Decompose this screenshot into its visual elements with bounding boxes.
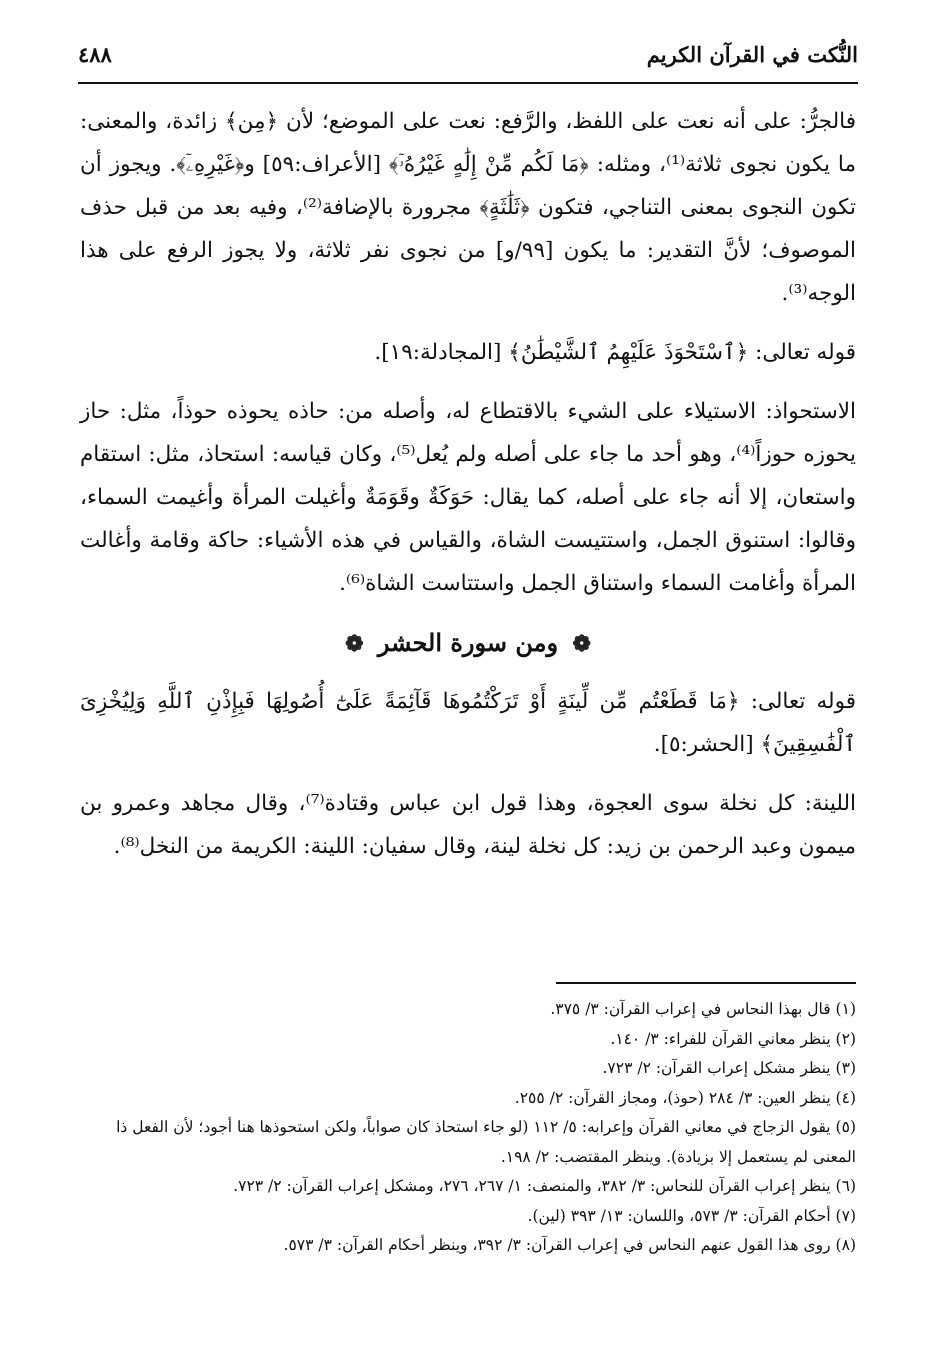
footnote-2: (٢) ينظر معاني القرآن للفراء: ٣/ ١٤٠. [610, 1029, 856, 1048]
footnote-8: (٨) روى هذا القول عنهم النحاس في إعراب القرآن: ٣/ ٣٩٢، وينظر أحكام القرآن: ٣/ ٥٧٣. [283, 1236, 856, 1254]
main-text [80, 100, 856, 884]
paragraph-5: اللينة: كل نخلة سوى العجوة، وهذا قول ابن عباس وقتادة⁽⁷⁾، وقال مجاهد وعمرو بن ميمون وعبد الرحمن بن زيد: كل نخلة لينة، وقال سفيان: اللينة: الكريمة من النخل⁽⁸⁾. [80, 791, 856, 859]
paragraph-2: قوله تعالى: ﴿ٱسْتَحْوَذَ عَلَيْهِمُ ٱلشَّيْطَٰنُ﴾ [المجادلة:١٩]. [374, 340, 856, 365]
footnote-rule [556, 982, 856, 984]
running-header [78, 38, 858, 78]
paragraph-3: الاستحواذ: الاستيلاء على الشيء بالاقتطاع له، وأصله من: حاذه يحوذه حوذاً، مثل: حاز يحوزه حوزاً⁽⁴⁾، وهو أحد ما جاء على أصله ولم يُعل⁽⁵⁾، وكان قياسه: استحاذ، مثل: استقام واستعان، إلا أنه جاء على أصله، كما يقال: حَوَكَةٌ وقَوَمَةٌ وأغيلت المرأة وأغيمت السماء، وقالوا: استنوق الجمل، واستتيست الشاة، والقياس في هذه الأشياء: حاكة وقامة وأغالت المرأة وأغامت السماء واستناق الجمل واستتاست الشاة⁽⁶⁾. [80, 399, 856, 596]
page-number: ٤٨٨ [78, 42, 112, 67]
footnotes [80, 995, 856, 1261]
footnote-5: (٥) يقول الزجاج في معاني القرآن وإعرابه: ٥/ ١١٢ (لو جاء استحاذ كان صواباً، ولكن استحوذها هنا أجود؛ لأن الفعل ذا المعنى لم يستعمل إلا بزيادة). وينظر المقتضب: ٢/ ١٩٨. [116, 1118, 856, 1166]
paragraph-4: قوله تعالى: ﴿مَا قَطَعْتُم مِّن لِّينَةٍ أَوْ تَرَكْتُمُوهَا قَآئِمَةً عَلَىٰٓ أُصُولِهَا فَبِإِذْنِ ٱللَّهِ وَلِيُخْزِىَ ٱلْفَٰسِقِينَ﴾ [الحشر:٥]. [80, 689, 856, 757]
header-rule [78, 82, 858, 84]
footnote-4: (٤) ينظر العين: ٣/ ٢٨٤ (حوذ)، ومجاز القرآن: ٢/ ٢٥٥. [514, 1088, 856, 1107]
paragraph-1: فالجرُّ: على أنه نعت على اللفظ، والرَّفع: نعت على الموضع؛ لأن ﴿مِن﴾ زائدة، والمعنى: ما يكون نجوى ثلاثة⁽¹⁾، ومثله: ﴿مَا لَكُم مِّنْ إِلَٰهٍ غَيْرُهُۥٓ﴾ [الأعراف:٥٩] و﴿غَيْرِهِۦٓ﴾. ويجوز أن تكون النجوى بمعنى التناجي، فتكون ﴿ثَلَٰثَةٍ﴾ مجرورة بالإضافة⁽²⁾، وفيه بعد من قبل حذف الموصوف؛ لأنَّ التقدير: ما يكون [٩٩/و] من نجوى نفر ثلاثة، ولا يجوز الرفع على هذا الوجه⁽³⁾. [80, 109, 857, 306]
footnote-6: (٦) ينظر إعراب القرآن للنحاس: ٣/ ٣٨٢، والمنصف: ١/ ٢٦٧، ٢٧٦، ومشكل إعراب القرآن: ٢/ ٧٢٣. [233, 1177, 856, 1195]
surah-heading [80, 621, 856, 666]
footnote-7: (٧) أحكام القرآن: ٣/ ٥٧٣، واللسان: ١٣/ ٣٩٣ (لين). [527, 1206, 856, 1225]
ornament-icon: ❁ [572, 631, 591, 657]
ornament-icon: ❁ [345, 631, 364, 657]
surah-heading-text: ومن سورة الحشر [377, 628, 559, 657]
footnote-3: (٣) ينظر مشكل إعراب القرآن: ٢/ ٧٢٣. [602, 1059, 856, 1077]
header-title: النُّكت في القرآن الكريم [646, 42, 858, 67]
footnote-1: (١) قال بهذا النحاس في إعراب القرآن: ٣/ ٣٧٥. [550, 1000, 856, 1018]
